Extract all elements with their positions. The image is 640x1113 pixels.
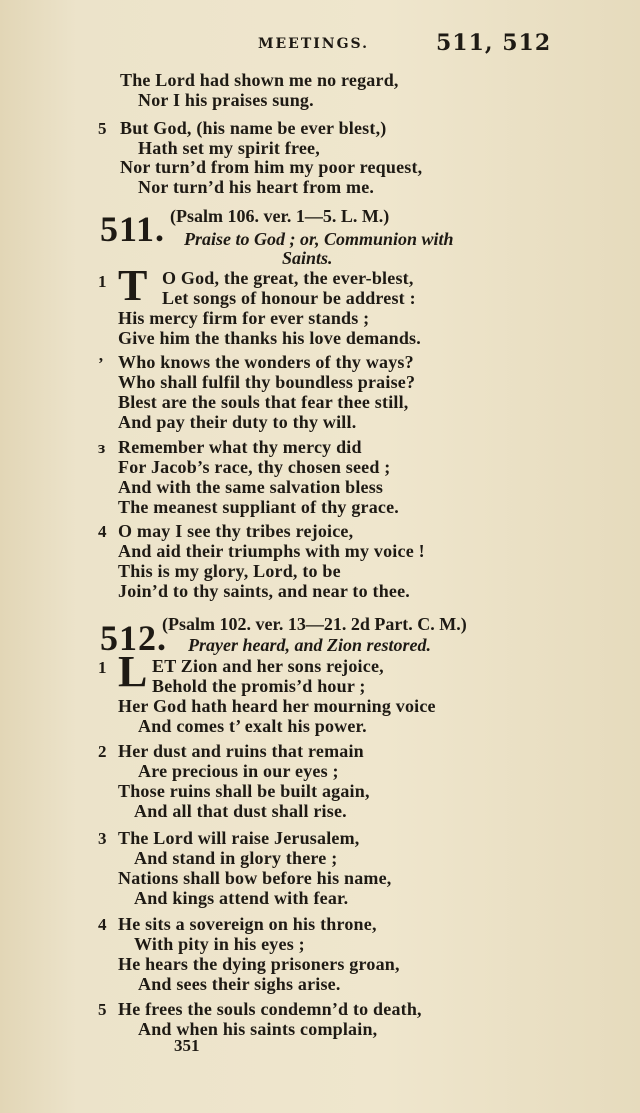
verse-line: Are precious in our eyes ;: [138, 761, 339, 781]
verse-line: The meanest suppliant of thy grace.: [118, 497, 399, 517]
verse-number: 1: [98, 658, 107, 677]
hymn-source: (Psalm 106. ver. 1—5. L. M.): [170, 206, 390, 226]
verse-line: O may I see thy tribes rejoice,: [118, 521, 354, 541]
verse-number: 5: [98, 119, 107, 138]
verse-line: Nor I his praises sung.: [138, 90, 314, 110]
verse-line: Her God hath heard her mourning voice: [118, 696, 436, 716]
verse-line: He sits a sovereign on his throne,: [118, 914, 377, 934]
verse-line: His mercy firm for ever stands ;: [118, 308, 370, 328]
verse-line: But God, (his name be ever blest,): [120, 118, 387, 138]
verse-line: And comes t’ exalt his power.: [138, 716, 367, 736]
verse-line: Let songs of honour be addrest :: [162, 288, 416, 308]
hymn-number: 511.: [100, 209, 166, 249]
verse-line: Who shall fulfil thy boundless praise?: [118, 372, 416, 392]
hymn-title: Saints.: [282, 248, 333, 268]
verse-line: O God, the great, the ever-blest,: [162, 268, 414, 288]
verse-line: And pay their duty to thy will.: [118, 412, 357, 432]
verse-number: 5: [98, 1000, 107, 1019]
verse-line: Her dust and ruins that remain: [118, 741, 364, 761]
drop-cap: L: [118, 647, 148, 696]
verse-line: Nor turn’d his heart from me.: [138, 177, 375, 197]
hymn-title: Prayer heard, and Zion restored.: [188, 635, 431, 655]
verse-number: ɜ: [98, 438, 106, 457]
verse-line: Hath set my spirit free,: [138, 138, 320, 158]
verse-number: ’: [98, 354, 104, 373]
page-header: [0, 30, 640, 60]
verse-line: Who knows the wonders of thy ways?: [118, 352, 414, 372]
verse-line: Nor turn’d from him my poor request,: [120, 157, 423, 177]
verse-line: And sees their sighs arise.: [138, 974, 341, 994]
verse-number: 4: [98, 915, 107, 934]
verse-line: Remember what thy mercy did: [118, 437, 362, 457]
verse-line: Those ruins shall be built again,: [118, 781, 370, 801]
page-number: 351: [174, 1036, 200, 1055]
hymn-source: (Psalm 102. ver. 13—21. 2d Part. C. M.): [162, 614, 467, 634]
hymn-title: Praise to God ; or, Communion with: [184, 229, 454, 249]
verse-line: He frees the souls condemn’d to death,: [118, 999, 422, 1019]
verse-line: Join’d to thy saints, and near to thee.: [118, 581, 410, 601]
verse-line: And aid their triumphs with my voice !: [118, 541, 425, 561]
verse-line: And all that dust shall rise.: [134, 801, 347, 821]
verse-line: And when his saints complain,: [138, 1019, 378, 1039]
verse-line: He hears the dying prisoners groan,: [118, 954, 400, 974]
verse-number: 2: [98, 742, 107, 761]
drop-cap: T: [118, 261, 148, 310]
verse-line: ET Zion and her sons rejoice,: [152, 656, 384, 676]
verse-line: For Jacob’s race, thy chosen seed ;: [118, 457, 391, 477]
verse-line: And kings attend with fear.: [134, 888, 349, 908]
verse-line: And stand in glory there ;: [134, 848, 338, 868]
hymn-range: 511, 512: [436, 30, 552, 56]
running-head: MEETINGS.: [258, 36, 370, 52]
verse-number: 4: [98, 522, 107, 541]
verse-line: Nations shall bow before his name,: [118, 868, 392, 888]
verse-line: And with the same salvation bless: [118, 477, 384, 497]
verse-line: With pity in his eyes ;: [134, 934, 305, 954]
verse-line: The Lord had shown me no regard,: [120, 70, 399, 90]
verse-line: The Lord will raise Jerusalem,: [118, 828, 360, 848]
verse-line: Blest are the souls that fear thee still,: [118, 392, 409, 412]
verse-line: Behold the promis’d hour ;: [152, 676, 366, 696]
hymn-number: 512.: [100, 618, 167, 658]
verse-number: 1: [98, 272, 107, 291]
verse-line: This is my glory, Lord, to be: [118, 561, 341, 581]
verse-number: 3: [98, 829, 107, 848]
verse-line: Give him the thanks his love demands.: [118, 328, 421, 348]
